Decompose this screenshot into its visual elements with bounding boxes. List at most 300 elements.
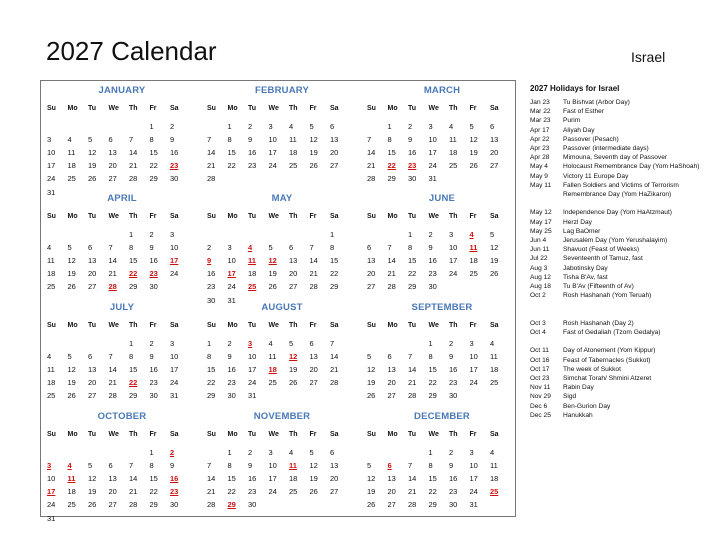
day-cell: 4 — [490, 448, 495, 457]
day-cell: 14 — [129, 148, 138, 158]
weekday-header: We — [108, 105, 119, 112]
weekday-header: Sa — [170, 105, 179, 112]
day-cell: 23 — [449, 378, 458, 388]
day-cell: 18 — [449, 148, 458, 158]
day-cell: 22 — [227, 161, 236, 171]
day-cell: 21 — [129, 487, 138, 497]
day-cell: 26 — [67, 391, 76, 401]
holiday-row — [530, 319, 706, 328]
day-cell: 15 — [408, 256, 417, 266]
day-cell: 7 — [330, 339, 335, 348]
day-cell: 6 — [88, 352, 93, 362]
day-cell: 2 — [170, 122, 175, 131]
day-cell: 14 — [129, 474, 138, 484]
day-cell: 5 — [309, 122, 314, 131]
day-cell: 12 — [67, 365, 76, 375]
holiday-day-cell: 16 — [170, 474, 179, 484]
day-cell: 30 — [408, 174, 417, 184]
day-cell: 16 — [408, 148, 417, 158]
day-cell: 29 — [387, 174, 396, 184]
day-cell: 24 — [170, 269, 179, 279]
holiday-day-cell: 25 — [490, 487, 499, 497]
holiday-row — [530, 356, 706, 365]
holiday-date: Jan 23 — [530, 99, 550, 106]
day-cell: 27 — [108, 500, 117, 510]
holiday-date: Oct 23 — [530, 375, 550, 383]
day-cell: 30 — [449, 500, 458, 510]
day-cell: 1 — [408, 230, 413, 239]
day-cell: 6 — [108, 135, 113, 145]
weekday-header: We — [108, 322, 119, 329]
weekday-header: Fr — [309, 322, 317, 329]
day-cell: 22 — [149, 161, 158, 171]
day-cell: 14 — [367, 148, 376, 158]
day-cell: 28 — [129, 500, 138, 510]
day-cell: 30 — [227, 391, 236, 401]
weekday-header: Th — [449, 213, 458, 220]
holiday-name: Fast of Esther — [563, 108, 605, 116]
day-cell: 15 — [149, 474, 158, 484]
holiday-date: Nov 29 — [530, 393, 551, 401]
holiday-date: Nov 11 — [530, 384, 551, 392]
day-cell: 4 — [449, 122, 454, 131]
day-cell: 13 — [88, 256, 97, 266]
day-cell: 24 — [227, 282, 236, 292]
weekday-header: We — [428, 431, 439, 438]
weekday-header: Su — [47, 431, 56, 438]
day-cell: 11 — [47, 256, 55, 266]
day-cell: 16 — [449, 365, 458, 375]
day-cell: 10 — [428, 135, 437, 145]
holiday-row — [530, 411, 706, 420]
day-cell: 26 — [367, 500, 376, 510]
weekday-header: Tu — [88, 105, 97, 112]
day-cell: 5 — [289, 339, 294, 348]
day-cell: 10 — [248, 352, 257, 362]
day-cell: 20 — [387, 487, 396, 497]
weekday-header: Fr — [149, 213, 157, 220]
holiday-day-cell: 12 — [289, 352, 298, 362]
day-cell: 30 — [449, 391, 458, 401]
day-cell: 11 — [449, 135, 457, 145]
day-cell: 14 — [108, 256, 117, 266]
day-cell: 27 — [88, 391, 97, 401]
day-cell: 24 — [428, 161, 437, 171]
day-cell: 17 — [268, 474, 277, 484]
day-cell: 30 — [149, 391, 158, 401]
day-cell: 16 — [207, 269, 216, 279]
day-cell: 22 — [428, 378, 437, 388]
day-cell: 2 — [248, 122, 253, 131]
day-cell: 2 — [449, 339, 454, 348]
month-name: NOVEMBER — [253, 411, 311, 422]
day-cell: 11 — [490, 461, 498, 471]
holiday-row — [530, 218, 706, 227]
weekday-header: Sa — [170, 322, 179, 329]
day-cell: 22 — [149, 487, 158, 497]
day-cell: 8 — [149, 135, 154, 145]
day-cell: 13 — [108, 474, 117, 484]
weekday-header: Th — [129, 431, 138, 438]
holiday-date: May 4 — [530, 163, 548, 171]
day-cell: 7 — [108, 352, 113, 362]
holiday-row — [530, 107, 706, 116]
day-cell: 4 — [268, 339, 273, 348]
day-cell: 5 — [88, 135, 93, 145]
holiday-name: Rosh Hashanah (Yom Teruah) — [563, 292, 652, 300]
day-cell: 16 — [149, 365, 158, 375]
holiday-row — [530, 273, 706, 282]
holiday-list — [530, 84, 706, 420]
day-cell: 6 — [367, 243, 372, 253]
month-name: MARCH — [423, 85, 461, 96]
day-cell: 4 — [47, 352, 52, 362]
holiday-day-cell: 3 — [248, 339, 253, 348]
day-cell: 14 — [408, 474, 417, 484]
holiday-day-cell: 4 — [67, 461, 72, 471]
day-cell: 5 — [67, 352, 72, 362]
holiday-day-cell: 22 — [129, 378, 138, 388]
calendar-grid — [40, 80, 516, 523]
day-cell: 20 — [88, 269, 97, 279]
day-cell: 3 — [428, 122, 433, 131]
day-cell: 30 — [149, 282, 158, 292]
holiday-name: Fallen Soldiers and Victims of Terrorism Remembrance Day (Yom HaZikaron) — [563, 181, 679, 199]
holiday-date: Dec 25 — [530, 411, 551, 419]
day-cell: 22 — [207, 378, 216, 388]
weekday-header: Mo — [227, 431, 238, 438]
day-cell: 22 — [227, 487, 236, 497]
day-cell: 21 — [330, 365, 339, 375]
day-cell: 3 — [449, 230, 454, 239]
day-cell: 20 — [108, 161, 117, 171]
holiday-name: Feast of Tabernacles (Sukkot) — [563, 356, 651, 364]
day-cell: 19 — [309, 474, 318, 484]
day-cell: 16 — [170, 148, 179, 158]
holiday-row — [530, 392, 706, 401]
day-cell: 28 — [408, 391, 417, 401]
day-cell: 25 — [289, 487, 298, 497]
day-cell: 9 — [449, 352, 454, 362]
day-cell: 26 — [88, 500, 97, 510]
holiday-name: Shavuot (Feast of Weeks) — [563, 246, 640, 254]
day-cell: 28 — [108, 391, 117, 401]
day-cell: 13 — [387, 365, 396, 375]
day-cell: 7 — [207, 461, 212, 471]
holiday-name: Passover (Pesach) — [563, 135, 619, 143]
holiday-day-cell: 9 — [207, 256, 212, 266]
weekday-header: Sa — [490, 105, 499, 112]
day-cell: 28 — [207, 174, 216, 184]
day-cell: 27 — [330, 487, 339, 497]
day-cell: 31 — [428, 174, 437, 184]
holiday-name: Hanukkah — [563, 411, 593, 419]
day-cell: 29 — [330, 282, 339, 292]
day-cell: 13 — [367, 256, 376, 266]
holiday-day-cell: 29 — [227, 500, 236, 510]
holiday-row — [530, 172, 706, 181]
day-cell: 15 — [227, 148, 236, 158]
day-cell: 21 — [408, 487, 417, 497]
day-cell: 21 — [367, 161, 376, 171]
holiday-row — [530, 208, 706, 217]
day-cell: 21 — [309, 269, 318, 279]
holiday-day-cell: 22 — [129, 269, 138, 279]
weekday-header: Fr — [469, 431, 477, 438]
holiday-row — [530, 264, 706, 273]
weekday-header: Th — [129, 322, 138, 329]
day-cell: 8 — [330, 243, 335, 253]
day-cell: 30 — [170, 174, 179, 184]
weekday-header: Sa — [330, 322, 339, 329]
holiday-name: Jabotinsky Day — [563, 264, 608, 272]
day-cell: 5 — [309, 448, 314, 457]
holiday-name: The week of Sukkot — [563, 365, 621, 373]
day-cell: 29 — [129, 282, 138, 292]
day-cell: 8 — [129, 243, 134, 253]
day-cell: 6 — [330, 122, 335, 131]
holiday-row — [530, 98, 706, 107]
holiday-date: Mar 23 — [530, 117, 551, 125]
day-cell: 15 — [387, 148, 396, 158]
day-cell: 19 — [367, 487, 376, 497]
day-cell: 11 — [490, 352, 498, 362]
holiday-day-cell: 12 — [268, 256, 277, 266]
day-cell: 9 — [428, 243, 433, 253]
day-cell: 1 — [227, 448, 232, 457]
holiday-date: Apr 17 — [530, 126, 550, 134]
weekday-header: Sa — [330, 213, 339, 220]
holiday-date: Dec 6 — [530, 402, 548, 410]
holiday-row — [530, 227, 706, 236]
holiday-name: Simchat Torah/ Shmini Atzeret — [563, 375, 652, 383]
holiday-row — [530, 282, 706, 291]
holiday-date: Apr 22 — [530, 135, 550, 143]
month-name: SEPTEMBER — [411, 302, 473, 313]
weekday-header: Tu — [88, 431, 97, 438]
holiday-date: Oct 17 — [530, 365, 550, 373]
weekday-header: Tu — [248, 105, 257, 112]
day-cell: 21 — [207, 487, 216, 497]
day-cell: 31 — [170, 391, 179, 401]
weekday-header: We — [268, 431, 279, 438]
weekday-header: Sa — [170, 213, 179, 220]
day-cell: 15 — [428, 474, 437, 484]
day-cell: 29 — [428, 500, 437, 510]
day-cell: 23 — [248, 161, 257, 171]
holiday-name: Independence Day (Yom HaAtzmaut) — [563, 209, 672, 217]
weekday-header: Th — [449, 105, 458, 112]
day-cell: 27 — [330, 161, 339, 171]
day-cell: 26 — [469, 161, 478, 171]
weekday-header: Th — [289, 322, 298, 329]
day-cell: 14 — [309, 256, 318, 266]
day-cell: 9 — [149, 243, 154, 253]
holiday-date: Oct 3 — [530, 319, 546, 327]
day-cell: 6 — [88, 243, 93, 253]
holiday-date: Aug 18 — [530, 283, 551, 291]
weekday-header: Mo — [67, 213, 78, 220]
day-cell: 6 — [330, 448, 335, 457]
holiday-row — [530, 291, 706, 300]
holiday-name: Passover (intermediate days) — [563, 145, 649, 153]
day-cell: 7 — [129, 461, 134, 471]
day-cell: 23 — [248, 487, 257, 497]
day-cell: 18 — [490, 474, 499, 484]
day-cell: 29 — [207, 391, 216, 401]
holiday-row — [530, 245, 706, 254]
holiday-name: Mimouna, Seventh day of Passover — [563, 154, 668, 162]
day-cell: 9 — [170, 461, 175, 471]
weekday-header: Su — [367, 213, 376, 220]
holiday-day-cell: 17 — [227, 269, 236, 279]
day-cell: 8 — [227, 135, 232, 145]
day-cell: 25 — [47, 391, 56, 401]
holiday-row — [530, 116, 706, 125]
country-label: Israel — [631, 49, 666, 65]
day-cell: 26 — [268, 282, 277, 292]
holiday-row — [530, 153, 706, 162]
weekday-header: Mo — [387, 213, 398, 220]
day-cell: 30 — [248, 500, 257, 510]
month-name: JULY — [109, 302, 135, 313]
day-cell: 22 — [428, 487, 437, 497]
weekday-header: We — [268, 213, 279, 220]
day-cell: 10 — [47, 148, 56, 158]
day-cell: 31 — [47, 187, 56, 197]
day-cell: 28 — [129, 174, 138, 184]
weekday-header: Th — [449, 431, 458, 438]
day-cell: 31 — [248, 391, 257, 401]
day-cell: 23 — [428, 269, 437, 279]
holiday-name: Rabin Day — [563, 384, 594, 392]
day-cell: 14 — [108, 365, 117, 375]
day-cell: 4 — [289, 448, 294, 457]
day-cell: 20 — [330, 474, 339, 484]
day-cell: 18 — [67, 161, 76, 171]
holiday-date: Oct 4 — [530, 329, 546, 337]
day-cell: 20 — [490, 148, 499, 158]
day-cell: 28 — [387, 282, 396, 292]
day-cell: 22 — [330, 269, 339, 279]
day-cell: 9 — [227, 352, 232, 362]
holiday-day-cell: 22 — [387, 161, 396, 171]
day-cell: 12 — [88, 148, 97, 158]
day-cell: 10 — [449, 243, 458, 253]
weekday-header: Su — [47, 213, 56, 220]
weekday-header: Th — [129, 213, 138, 220]
weekday-header: Sa — [490, 431, 499, 438]
day-cell: 13 — [289, 256, 298, 266]
day-cell: 22 — [408, 269, 417, 279]
day-cell: 23 — [207, 282, 216, 292]
day-cell: 19 — [88, 487, 97, 497]
weekday-header: Fr — [309, 105, 317, 112]
day-cell: 23 — [227, 378, 236, 388]
day-cell: 14 — [207, 474, 216, 484]
weekday-header: Mo — [387, 431, 398, 438]
day-cell: 6 — [490, 122, 495, 131]
holiday-day-cell: 23 — [408, 161, 417, 171]
day-cell: 14 — [207, 148, 216, 158]
day-cell: 21 — [129, 161, 138, 171]
day-cell: 28 — [367, 174, 376, 184]
holiday-day-cell: 28 — [108, 282, 117, 292]
day-cell: 19 — [309, 148, 318, 158]
day-cell: 17 — [449, 256, 458, 266]
weekday-header: Mo — [387, 105, 398, 112]
month-name: FEBRUARY — [254, 85, 310, 96]
day-cell: 27 — [309, 378, 318, 388]
day-cell: 9 — [408, 135, 413, 145]
day-cell: 24 — [469, 487, 478, 497]
holiday-date: Jul 22 — [530, 255, 548, 263]
weekday-header: Mo — [227, 105, 238, 112]
weekday-header: Su — [367, 105, 376, 112]
day-cell: 17 — [469, 474, 478, 484]
weekday-header: Tu — [408, 213, 417, 220]
day-cell: 26 — [490, 269, 499, 279]
day-cell: 16 — [248, 474, 257, 484]
day-cell: 30 — [170, 500, 179, 510]
weekday-header: Tu — [248, 213, 257, 220]
holiday-day-cell: 4 — [469, 230, 474, 239]
day-cell: 15 — [330, 256, 339, 266]
day-cell: 8 — [428, 352, 433, 362]
holiday-name: Herzl Day — [563, 218, 592, 226]
day-cell: 3 — [268, 122, 273, 131]
weekday-header: We — [268, 105, 279, 112]
holiday-date: May 9 — [530, 172, 548, 180]
day-cell: 29 — [129, 391, 138, 401]
holiday-row — [530, 162, 706, 171]
day-cell: 23 — [449, 487, 458, 497]
day-cell: 2 — [428, 230, 433, 239]
day-cell: 6 — [108, 461, 113, 471]
day-cell: 10 — [47, 474, 56, 484]
holiday-date: May 17 — [530, 218, 552, 226]
day-cell: 12 — [367, 474, 376, 484]
day-cell: 1 — [428, 339, 433, 348]
day-cell: 28 — [408, 500, 417, 510]
holiday-date: May 25 — [530, 227, 552, 235]
holiday-day-cell: 11 — [67, 474, 76, 484]
holiday-row — [530, 144, 706, 153]
day-cell: 3 — [227, 243, 232, 253]
day-cell: 24 — [248, 378, 257, 388]
holiday-row — [530, 126, 706, 135]
day-cell: 14 — [330, 352, 339, 362]
weekday-header: Su — [207, 213, 216, 220]
day-cell: 24 — [170, 378, 179, 388]
day-cell: 25 — [268, 378, 277, 388]
day-cell: 24 — [449, 269, 458, 279]
day-cell: 7 — [108, 243, 113, 253]
list-spacer — [530, 300, 706, 309]
day-cell: 24 — [268, 161, 277, 171]
holiday-name: Rosh Hashanah (Day 2) — [563, 319, 634, 327]
day-cell: 15 — [149, 148, 158, 158]
day-cell: 15 — [428, 365, 437, 375]
weekday-header: Th — [129, 105, 138, 112]
day-cell: 11 — [289, 135, 297, 145]
day-cell: 7 — [408, 461, 413, 471]
weekday-header: Tu — [408, 105, 417, 112]
day-cell: 16 — [449, 474, 458, 484]
holiday-name: Day of Atonement (Yom Kippur) — [563, 347, 656, 355]
holiday-day-cell: 25 — [248, 282, 257, 292]
day-cell: 16 — [428, 256, 437, 266]
